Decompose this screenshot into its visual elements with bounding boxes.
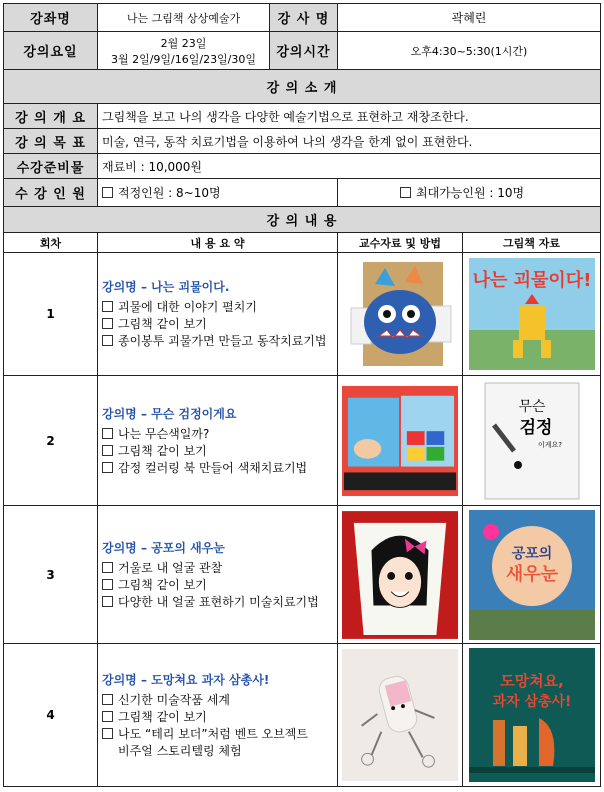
overview-label: 강 의 개 요 — [4, 104, 98, 129]
capacity-proper — [98, 179, 338, 207]
lesson-number: 4 — [4, 644, 98, 787]
capacity-max — [338, 179, 601, 207]
col-book: 그림책 자료 — [463, 233, 601, 253]
material-photo-monster-mask — [338, 253, 463, 376]
lesson-item: 괴물에 대한 이야기 펼치기 — [102, 299, 333, 316]
material-photo-bent-object — [338, 644, 463, 787]
checkbox-icon — [102, 301, 113, 312]
lesson-row — [4, 376, 601, 506]
lesson-row — [4, 506, 601, 644]
book-cover-title-2: 새우눈 — [505, 563, 558, 585]
lesson-item: 그림책 같이 보기 — [102, 709, 333, 726]
material-photo-coloring-book — [338, 376, 463, 506]
day-value-line1: 2월 23일 — [160, 36, 207, 50]
checkbox-icon — [102, 711, 113, 722]
instructor-label: 강 사 명 — [270, 4, 338, 32]
col-summary: 내 용 요 약 — [98, 233, 338, 253]
course-label: 강좌명 — [4, 4, 98, 32]
lesson-item: 신기한 미술작품 세계 — [102, 692, 333, 709]
checkbox-icon — [102, 462, 113, 473]
lesson-title: 강의명 – 공포의 새우눈 — [102, 540, 225, 555]
book-cover-title-1: 무슨 — [517, 398, 546, 415]
book-cover-title: 나는 괴물이다! — [472, 270, 591, 291]
checkbox-icon — [102, 728, 113, 739]
book-cover-title-2: 과자 삼총사! — [492, 694, 571, 710]
checkbox-icon — [102, 318, 113, 329]
checkbox-icon — [102, 335, 113, 346]
book-cover-title-3: 이게요? — [537, 440, 562, 449]
checkbox-icon — [102, 562, 113, 573]
day-label: 강의요일 — [4, 32, 98, 70]
day-value-line2: 3월 2일/9일/16일/23일/30일 — [110, 52, 257, 66]
checkbox-icon — [400, 187, 411, 198]
lesson-item: 나는 무슨색일까? — [102, 426, 333, 443]
time-value: 오후4:30~5:30(1시간) — [338, 32, 601, 70]
time-label: 강의시간 — [270, 32, 338, 70]
col-material: 교수자료 및 방법 — [338, 233, 463, 253]
lesson-title: 강의명 – 나는 괴물이다. — [102, 280, 230, 294]
book-cover-snack-trio — [463, 644, 601, 787]
lesson-summary — [98, 644, 338, 787]
book-cover-title-1: 도망쳐요, — [499, 672, 564, 690]
prep-label: 수강준비물 — [4, 154, 98, 179]
capacity-max-text: 최대가능인원 : 10명 — [416, 186, 525, 200]
lesson-summary — [98, 376, 338, 506]
checkbox-icon — [102, 428, 113, 439]
checkbox-icon — [102, 596, 113, 607]
lesson-summary — [98, 253, 338, 376]
col-round: 회차 — [4, 233, 98, 253]
intro-section-title: 강 의 소 개 — [4, 70, 601, 104]
content-section-title: 강 의 내 용 — [4, 207, 601, 233]
checkbox-icon — [102, 579, 113, 590]
book-cover-title-2: 검정 — [519, 417, 552, 438]
material-photo-face-cup — [338, 506, 463, 644]
lesson-item: 거울로 내 얼굴 관찰 — [102, 560, 333, 577]
course-value: 나는 그림책 상상예술가 — [98, 4, 270, 32]
capacity-proper-text: 적정인원 : 8~10명 — [118, 186, 221, 200]
lesson-item: 그림책 같이 보기 — [102, 443, 333, 460]
goal-value: 미술, 연극, 동작 치료기법을 이용하여 나의 생각을 한계 없이 표현한다. — [98, 129, 601, 154]
book-cover-monster — [463, 253, 601, 376]
lesson-row — [4, 253, 601, 376]
book-cover-shrimp-eye — [463, 506, 601, 644]
lesson-item: 감정 컬러링 북 만들어 색채치료기법 — [102, 460, 333, 477]
lesson-item-continuation: 비주얼 스토리텔링 체험 — [118, 743, 242, 758]
day-value — [98, 32, 270, 70]
prep-value: 재료비 : 10,000원 — [98, 154, 601, 179]
checkbox-icon — [102, 445, 113, 456]
book-cover-title-1: 공포의 — [511, 545, 552, 562]
checkbox-icon — [102, 694, 113, 705]
instructor-value: 곽혜린 — [338, 4, 601, 32]
book-cover-black — [463, 376, 601, 506]
lesson-title: 강의명 – 무슨 검정이게요 — [102, 406, 237, 421]
lesson-number: 2 — [4, 376, 98, 506]
lesson-item: 종이봉투 괴물가면 만들고 동작치료기법 — [102, 333, 333, 350]
lesson-title: 강의명 – 도망쳐요 과자 삼총사! — [102, 672, 270, 687]
lesson-item: 다양한 내 얼굴 표현하기 미술치료기법 — [102, 594, 333, 611]
checkbox-icon — [102, 187, 113, 198]
lesson-item: 나도 “테리 보더”처럼 벤트 오브젝트 — [102, 726, 333, 743]
lesson-summary — [98, 506, 338, 644]
goal-label: 강 의 목 표 — [4, 129, 98, 154]
lesson-number: 3 — [4, 506, 98, 644]
lesson-item: 그림책 같이 보기 — [102, 316, 333, 333]
lesson-row — [4, 644, 601, 787]
overview-value: 그림책을 보고 나의 생각을 다양한 예술기법으로 표현하고 재창조한다. — [98, 104, 601, 129]
lesson-number: 1 — [4, 253, 98, 376]
lecture-plan-table — [3, 3, 601, 787]
lesson-item: 그림책 같이 보기 — [102, 577, 333, 594]
capacity-label: 수 강 인 원 — [4, 179, 98, 207]
